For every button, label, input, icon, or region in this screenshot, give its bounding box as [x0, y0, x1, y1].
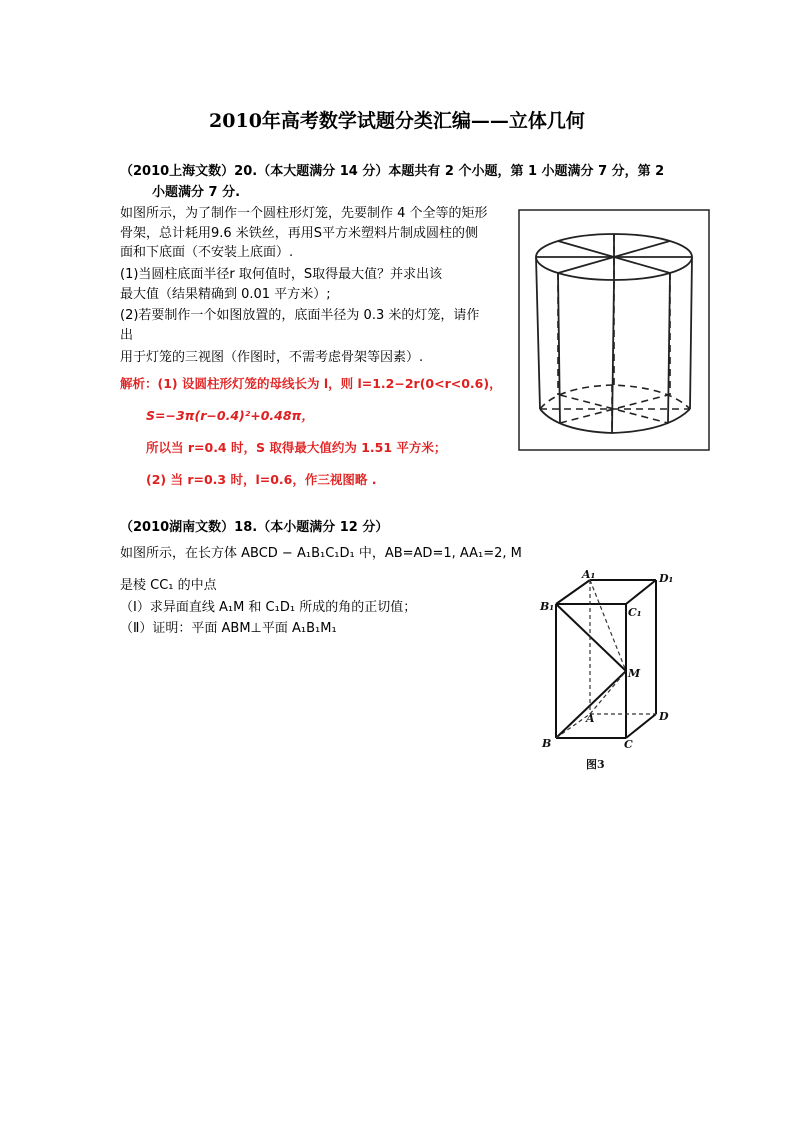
problem2-q2: （Ⅱ）证明：平面 ABM⊥平面 A₁B₁M₁ [120, 621, 337, 636]
page-title: 2010年高考数学试题分类汇编——立体几何 [209, 110, 585, 132]
problem2-header: （2010湖南文数）18.（本小题满分 12 分） [120, 520, 389, 535]
label-D1: D₁ [659, 572, 674, 585]
problem2-q1: （Ⅰ）求异面直线 A₁M 和 C₁D₁ 所成的角的正切值； [120, 600, 417, 615]
problem1-body-line: 用于灯笼的三视图（作图时，不需考虑骨架等因素）. [120, 350, 424, 365]
label-C: C [624, 738, 633, 751]
label-C1: C₁ [628, 606, 642, 619]
problem2-line2: 是棱 CC₁ 的中点 [120, 578, 217, 593]
solution-line: 解析：(1) 设圆柱形灯笼的母线长为 l，则 l=1.2−2r(0<r<0.6)， [120, 376, 502, 391]
lantern-cylinder-drawing [518, 209, 710, 451]
problem2-line1: 如图所示，在长方体 ABCD − A₁B₁C₁D₁ 中，AB=AD=1, AA₁=2, M [120, 546, 522, 561]
lantern-figure [518, 209, 710, 451]
solution-formula: S=−3π(r−0.4)²+0.48π， [146, 408, 314, 423]
problem1-body-line: 如图所示，为了制作一个圆柱形灯笼，先要制作 4 个全等的矩形 [120, 206, 488, 221]
problem1-header-line2: 小题满分 7 分. [152, 185, 241, 200]
label-B: B [542, 737, 552, 750]
label-A1: A₁ [582, 568, 596, 581]
solution-line: (2) 当 r=0.3 时，l=0.6，作三视图略 . [146, 472, 377, 487]
problem1-body-line: 最大值（结果精确到 0.01 平方米）; [120, 287, 331, 302]
cuboid-figure [538, 566, 688, 780]
problem1-body-line: (1)当圆柱底面半径r 取何值时，S取得最大值？并求出该 [120, 267, 443, 282]
problem1-body-line: 骨架，总计耗用9.6 米铁丝，再用S平方米塑料片制成圆柱的侧 [120, 226, 479, 241]
label-D: D [659, 710, 669, 723]
figure-caption: 图3 [586, 758, 605, 771]
label-M: M [628, 667, 641, 680]
label-B1: B₁ [540, 600, 555, 613]
problem1-body-line: 出 [120, 328, 134, 343]
problem1-header-line1: （2010上海文数）20.（本大题满分 14 分）本题共有 2 个小题，第 1 小题满分 7 分，第 2 [120, 164, 665, 179]
problem1-body-line: (2)若要制作一个如图放置的，底面半径为 0.3 米的灯笼，请作 [120, 308, 480, 323]
solution-line: 所以当 r=0.4 时，S 取得最大值约为 1.51 平方米； [146, 440, 447, 455]
label-A: A [586, 712, 595, 725]
cuboid-drawing [538, 566, 688, 780]
problem1-body-line: 面和下底面（不安装上底面）. [120, 245, 294, 260]
